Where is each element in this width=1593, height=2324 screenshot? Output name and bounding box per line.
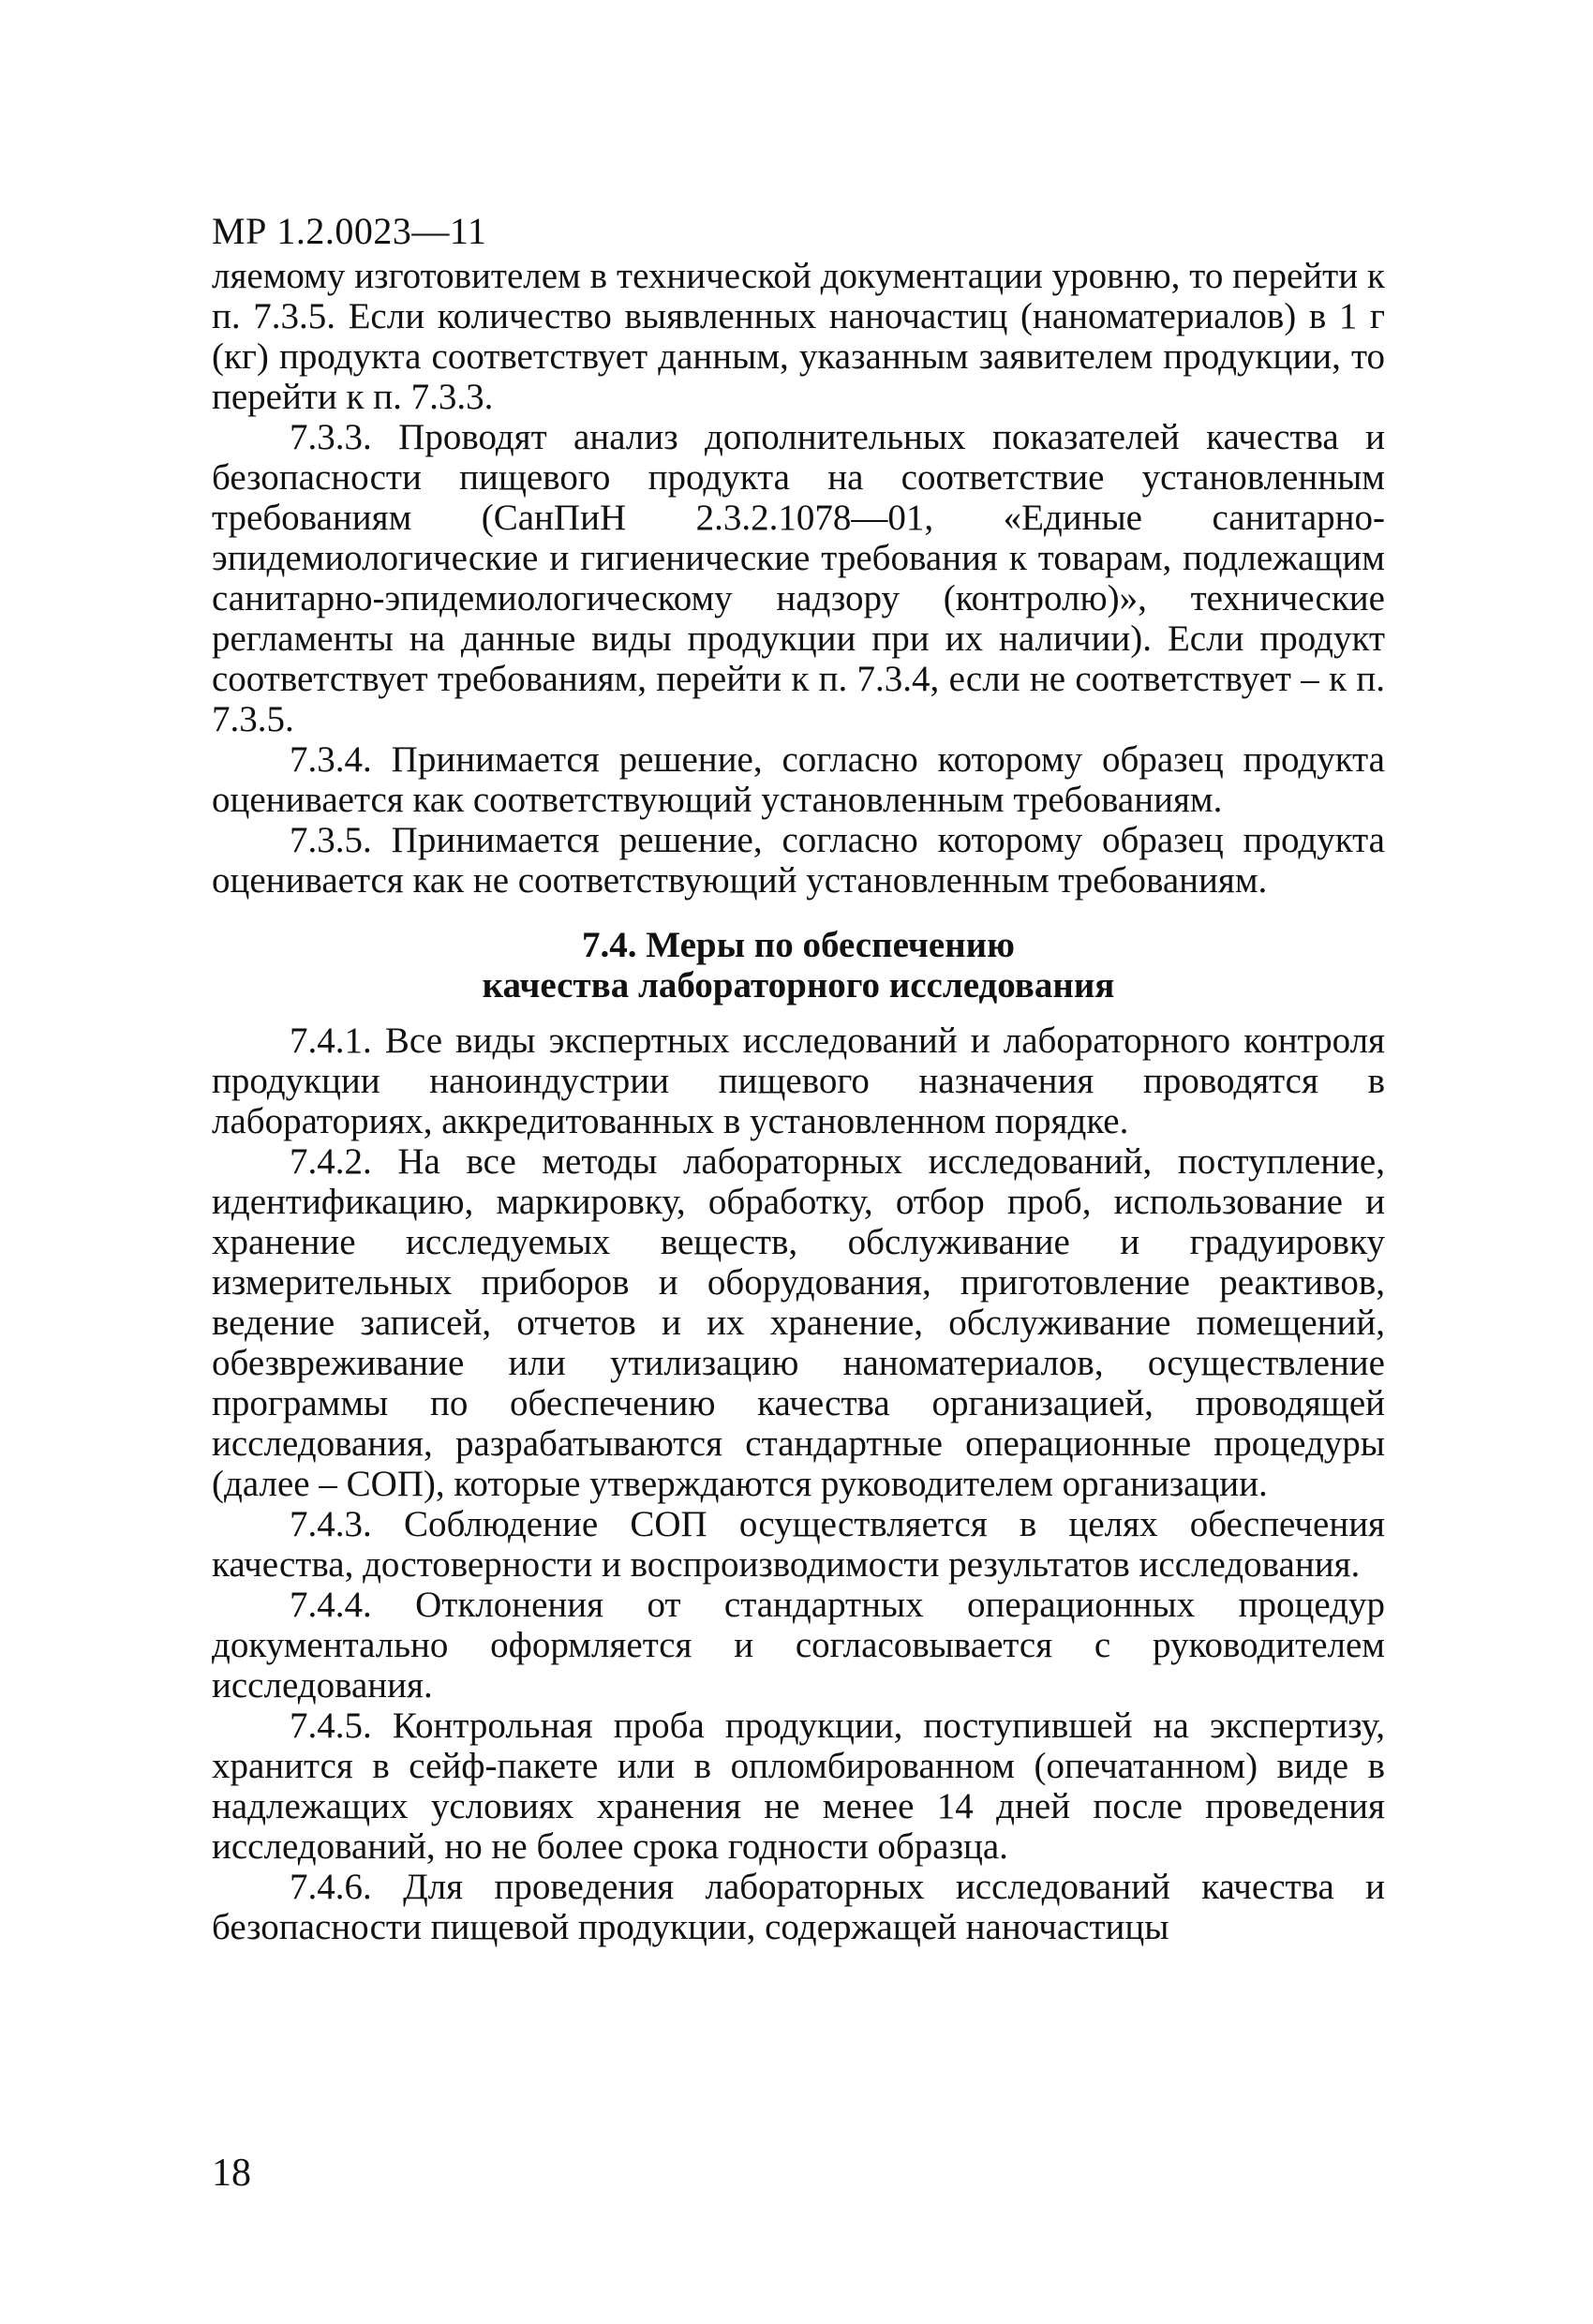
running-header: МР 1.2.0023—11 <box>212 210 487 252</box>
paragraph-7-3-4: 7.3.4. Принимается решение, согласно которому образец продукта оценивается как соответствующий установленным требованиям. <box>212 739 1385 820</box>
paragraph-continuation: ляемому изготовителем в технической документации уровню, то перейти к п. 7.3.5. Если количество выявленных наночастиц (наноматериалов) в 1 г (кг) продукта соответствует данным, указанным заявителем продукции, то перейти к п. 7.3.3. <box>212 256 1385 417</box>
paragraph-7-3-5: 7.3.5. Принимается решение, согласно которому образец продукта оценивается как не соответствующий установленным требованиям. <box>212 820 1385 901</box>
document-page <box>212 208 1385 1947</box>
paragraph-7-4-5: 7.4.5. Контрольная проба продукции, поступившей на экспертизу, хранится в сейф-пакете или в опломбированном (опечатанном) виде в надлежащих условиях хранения не менее 14 дней после проведения исследований, но не более срока годности образца. <box>212 1706 1385 1867</box>
section-heading <box>212 925 1385 1006</box>
paragraph-7-4-3: 7.4.3. Соблюдение СОП осуществляется в целях обеспечения качества, достоверности и воспроизводимости результатов исследования. <box>212 1504 1385 1585</box>
section-heading-line-2: качества лабораторного исследования <box>482 965 1115 1006</box>
section-heading-line-1: 7.4. Меры по обеспечению <box>582 925 1015 965</box>
paragraph-7-4-6: 7.4.6. Для проведения лабораторных исследований качества и безопасности пищевой продукции, содержащей наночастицы <box>212 1867 1385 1947</box>
paragraph-7-4-2: 7.4.2. На все методы лабораторных исследований, поступление, идентификацию, маркировку, обработку, отбор проб, использование и хранение исследуемых веществ, обслуживание и градуировку измерительных приборов и оборудования, приготовление реактивов, ведение записей, отчетов и их хранение, обслуживание помещений, обезвреживание или утилизацию наноматериалов, осуществление программы по обеспечению качества организацией, проводящей исследования, разрабатываются стандартные операционные процедуры (далее – СОП), которые утверждаются руководителем организации. <box>212 1141 1385 1504</box>
page-number: 18 <box>212 2152 251 2195</box>
paragraph-7-4-4: 7.4.4. Отклонения от стандартных операционных процедур документально оформляется и согласовывается с руководителем исследования. <box>212 1585 1385 1706</box>
paragraph-7-3-3: 7.3.3. Проводят анализ дополнительных показателей качества и безопасности пищевого продукта на соответствие установленным требованиям (СанПиН 2.3.2.1078—01, «Единые санитарно-эпидемиологические и гигиенические требования к товарам, подлежащим санитарно-эпидемиологическому надзору (контролю)», технические регламенты на данные виды продукции при их наличии). Если продукт соответствует требованиям, перейти к п. 7.3.4, если не соответствует – к п. 7.3.5. <box>212 417 1385 739</box>
paragraph-7-4-1: 7.4.1. Все виды экспертных исследований и лабораторного контроля продукции наноиндустрии пищевого назначения проводятся в лабораториях, аккредитованных в установленном порядке. <box>212 1020 1385 1141</box>
